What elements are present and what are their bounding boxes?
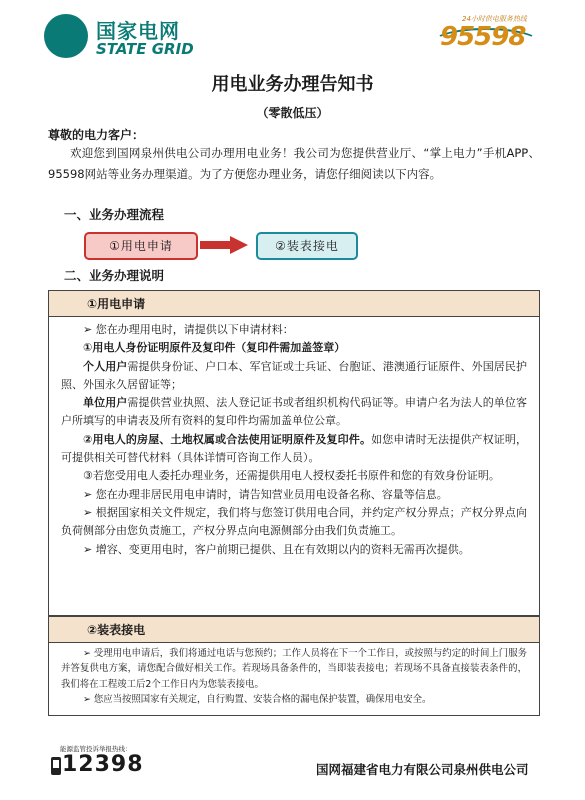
hotline-tagline: 24小时供电服务热线 [462, 15, 527, 23]
section-2-heading: 二、业务办理说明 [64, 268, 165, 283]
panel-1-item: ➢ 根据国家相关文件规定，我们将与您签订供用电合同，并约定产权分界点；产权分界点向负荷侧部分由您负责施工，产权分界点向电源侧部分由我们负责施工。 [61, 505, 527, 538]
right-arrow-icon [200, 236, 248, 254]
section-1-heading: 一、业务办理流程 [64, 207, 165, 222]
panel-electricity-application [48, 290, 540, 616]
panel-1-item: ③若您受用电人委托办理业务，还需提供用电人授权委托书原件和您的有效身份证明。 [83, 469, 500, 483]
state-grid-logo [44, 14, 244, 62]
logo-english-text: STATE GRID [96, 40, 194, 58]
supervision-hotline-number: 12398 [62, 752, 144, 777]
individual-user-text: 需提供身份证、户口本、军官证或士兵证、台胞证、港澳通行证原件、外国居民护照、外国永久居留证等； [61, 359, 528, 391]
panel-1-item: ➢ 您在办理用电时，请提供以下申请材料： [83, 323, 294, 336]
hotline-95598-logo [432, 14, 542, 54]
panel-1-item [61, 431, 527, 468]
panel-2-body [61, 646, 527, 708]
panel-meter-installation [48, 616, 540, 716]
panel-1-item: ➢ 您在办理非居民用电申请时，请告知营业员用电设备名称、容量等信息。 [83, 487, 448, 501]
panel-1-item [61, 358, 527, 395]
panel-1-body [61, 321, 527, 559]
phone-icon [50, 756, 62, 776]
flow-step-1: ①用电申请 [84, 232, 198, 260]
greeting: 尊敬的电力客户： [48, 128, 145, 142]
individual-user-label: 个人用户 [83, 359, 128, 373]
unit-user-label: 单位用户 [83, 396, 128, 410]
state-grid-emblem-icon [44, 14, 88, 58]
company-name: 国网福建省电力有限公司泉州供电公司 [316, 762, 529, 777]
panel-2-item: ➢ 您应当按照国家有关规定，自行购置、安装合格的漏电保护装置，确保用电安全。 [83, 694, 432, 706]
panel-1-item: ➢ 增容、变更用电时，客户前期已提供、且在有效期以内的资料无需再次提供。 [83, 542, 470, 556]
hotline-number: 95598 [440, 22, 526, 52]
panel-1-item: ①用电人身份证明原件及复印件（复印件需加盖签章） [83, 341, 346, 355]
supervision-hotline-label: 能源监管投诉举报热线： [60, 745, 132, 753]
property-proof-label: ②用电人的房屋、土地权属或合法使用证明原件及复印件。 [83, 432, 372, 446]
unit-user-text: 需提供营业执照、法人登记证书或者组织机构代码证等。申请户名为法人的单位客户所填写的申请表及所有资料的复印件均需加盖单位公章。 [61, 396, 528, 428]
panel-1-item [61, 394, 527, 431]
flow-step-2: ②装表接电 [256, 232, 358, 260]
panel-2-title: ②装表接电 [49, 617, 539, 643]
document-title: 用电业务办理告知书 [211, 74, 374, 95]
document-subtitle: （零散低压） [256, 106, 329, 120]
property-proof-text: 如您申请时无法提供产权证明，可提供相关可替代材料（具体详情可咨询工作人员）。 [61, 432, 528, 465]
panel-1-title: ①用电申请 [49, 291, 539, 317]
panel-2-item: ➢ 受理用电申请后，我们将通过电话与您预约；工作人员将在下一个工作日，或按照与约定的时间上门服务并答复供电方案，请您配合做好相关工作。若现场具备条件的，当即装表接电；若现场不具备直接装表条件的，我们将在工程竣工后2个工作日内为您装表接电。 [61, 648, 527, 690]
logo-chinese-text: 国家电网 [96, 19, 180, 43]
intro-paragraph: 欢迎您到国网泉州供电公司办理用电业务！我公司为您提供营业厅、“掌上电力”手机APP、95598网站等业务办理渠道。为了方便您办理业务，请您仔细阅读以下内容。 [48, 146, 540, 181]
